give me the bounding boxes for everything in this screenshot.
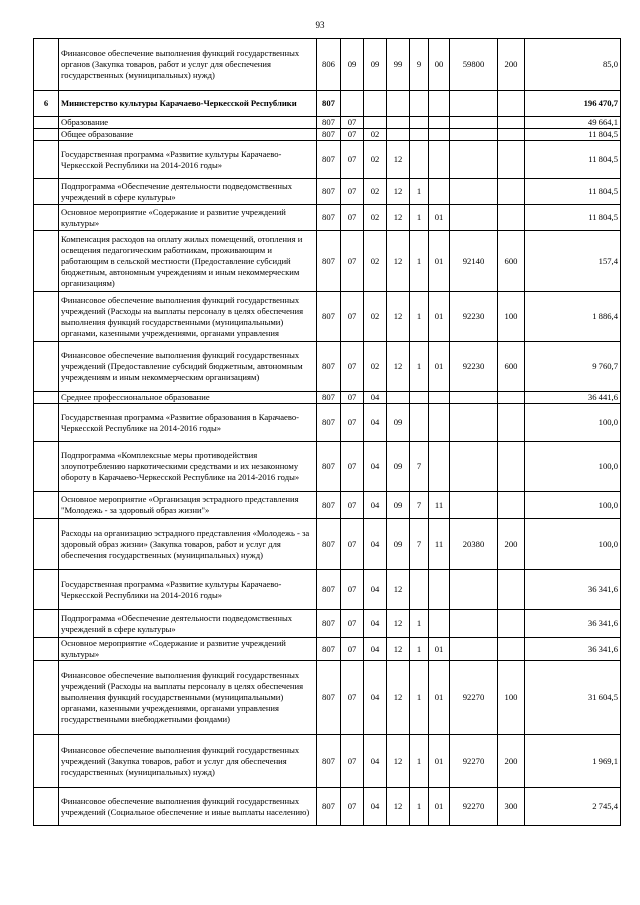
cell-num [34, 231, 59, 292]
cell-vr [498, 117, 525, 129]
cell-p1: 12 [387, 179, 410, 205]
cell-num [34, 117, 59, 129]
cell-vr: 200 [498, 519, 525, 570]
cell-p3: 01 [429, 292, 450, 342]
cell-pr: 04 [364, 661, 387, 735]
cell-vr [498, 638, 525, 661]
cell-name: Финансовое обеспечение выполнения функций государственных учреждений (Предоставление субсидий бюджетным, автономным учреждениям и иным некоммерческим организациям) [59, 342, 317, 392]
cell-sum: 11 804,5 [525, 141, 621, 179]
table-row [34, 141, 621, 179]
cell-sum: 85,0 [525, 39, 621, 91]
cell-name: Государственная программа «Развитие культуры Карачаево-Черкесской Республики на 2014-2016 годы» [59, 570, 317, 610]
cell-csr: 92270 [450, 661, 498, 735]
cell-adm: 807 [317, 638, 341, 661]
cell-rz [341, 91, 364, 117]
cell-name: Государственная программа «Развитие культуры Карачаево-Черкесской Республики на 2014-2016 годы» [59, 141, 317, 179]
cell-adm: 806 [317, 39, 341, 91]
cell-p1: 12 [387, 231, 410, 292]
cell-rz: 07 [341, 117, 364, 129]
cell-adm: 807 [317, 392, 341, 404]
cell-p3: 11 [429, 492, 450, 519]
cell-rz: 07 [341, 205, 364, 231]
cell-p3: 01 [429, 788, 450, 826]
cell-name: Основное мероприятие «Организация эстрадного представления "Молодежь - за здоровый образ жизни"» [59, 492, 317, 519]
cell-p1 [387, 91, 410, 117]
cell-adm: 807 [317, 788, 341, 826]
cell-name: Основное мероприятие «Содержание и развитие учреждений культуры» [59, 205, 317, 231]
cell-p2: 1 [410, 638, 429, 661]
cell-num [34, 39, 59, 91]
cell-adm: 807 [317, 492, 341, 519]
cell-p3 [429, 442, 450, 492]
cell-pr: 04 [364, 610, 387, 638]
cell-rz: 07 [341, 661, 364, 735]
cell-csr [450, 404, 498, 442]
cell-num [34, 638, 59, 661]
cell-pr: 02 [364, 231, 387, 292]
cell-rz: 07 [341, 342, 364, 392]
cell-p2: 1 [410, 342, 429, 392]
cell-num [34, 610, 59, 638]
cell-adm: 807 [317, 231, 341, 292]
table-row [34, 492, 621, 519]
cell-pr: 02 [364, 292, 387, 342]
table-row [34, 570, 621, 610]
cell-rz: 07 [341, 638, 364, 661]
cell-num [34, 519, 59, 570]
cell-rz: 09 [341, 39, 364, 91]
cell-vr: 200 [498, 735, 525, 788]
cell-name: Среднее профессиональное образование [59, 392, 317, 404]
table-row [34, 91, 621, 117]
cell-num [34, 661, 59, 735]
cell-csr: 92270 [450, 735, 498, 788]
cell-vr [498, 492, 525, 519]
table-row [34, 231, 621, 292]
cell-rz: 07 [341, 179, 364, 205]
cell-p3 [429, 404, 450, 442]
cell-name: Общее образование [59, 129, 317, 141]
cell-p2 [410, 404, 429, 442]
cell-vr [498, 404, 525, 442]
cell-sum: 36 341,6 [525, 610, 621, 638]
cell-adm: 807 [317, 570, 341, 610]
cell-pr: 04 [364, 404, 387, 442]
cell-num [34, 342, 59, 392]
cell-p1: 12 [387, 342, 410, 392]
cell-sum: 36 341,6 [525, 570, 621, 610]
cell-adm: 807 [317, 292, 341, 342]
cell-csr: 92140 [450, 231, 498, 292]
cell-p2 [410, 141, 429, 179]
cell-pr: 02 [364, 205, 387, 231]
cell-p3: 01 [429, 735, 450, 788]
cell-p1: 12 [387, 205, 410, 231]
cell-csr [450, 205, 498, 231]
cell-name: Финансовое обеспечение выполнения функций государственных учреждений (Закупка товаров, работ и услуг для обеспечения государственных (муниципальных) нужд) [59, 735, 317, 788]
cell-p2: 1 [410, 661, 429, 735]
cell-csr [450, 179, 498, 205]
cell-pr: 02 [364, 179, 387, 205]
cell-p3: 01 [429, 661, 450, 735]
cell-p3: 01 [429, 342, 450, 392]
cell-pr: 04 [364, 442, 387, 492]
cell-csr: 20380 [450, 519, 498, 570]
cell-name: Подпрограмма «Обеспечение деятельности подведомственных учреждений в сфере культуры» [59, 610, 317, 638]
cell-p3 [429, 392, 450, 404]
cell-p3: 01 [429, 638, 450, 661]
cell-vr [498, 141, 525, 179]
cell-pr: 04 [364, 570, 387, 610]
cell-pr: 04 [364, 735, 387, 788]
cell-pr: 02 [364, 141, 387, 179]
cell-rz: 07 [341, 788, 364, 826]
table-row [34, 342, 621, 392]
cell-p3: 01 [429, 205, 450, 231]
cell-csr [450, 117, 498, 129]
cell-p1 [387, 129, 410, 141]
cell-num [34, 735, 59, 788]
cell-adm: 807 [317, 342, 341, 392]
table-row [34, 519, 621, 570]
cell-p3 [429, 570, 450, 610]
cell-p2: 1 [410, 788, 429, 826]
page-number: 93 [315, 20, 325, 30]
cell-adm: 807 [317, 91, 341, 117]
cell-csr: 92270 [450, 788, 498, 826]
cell-sum: 100,0 [525, 404, 621, 442]
cell-adm: 807 [317, 610, 341, 638]
cell-p1: 12 [387, 735, 410, 788]
cell-vr: 600 [498, 342, 525, 392]
cell-adm: 807 [317, 205, 341, 231]
cell-num [34, 404, 59, 442]
cell-p3: 01 [429, 231, 450, 292]
cell-sum: 100,0 [525, 442, 621, 492]
cell-p2: 1 [410, 231, 429, 292]
table-row [34, 205, 621, 231]
cell-sum: 11 804,5 [525, 179, 621, 205]
cell-vr [498, 570, 525, 610]
table-row [34, 392, 621, 404]
cell-name: Государственная программа «Развитие образования в Карачаево-Черкесской Республике на 2014-2016 годы» [59, 404, 317, 442]
cell-num [34, 492, 59, 519]
cell-pr [364, 117, 387, 129]
cell-sum: 157,4 [525, 231, 621, 292]
cell-adm: 807 [317, 117, 341, 129]
cell-p1: 12 [387, 610, 410, 638]
cell-name: Подпрограмма «Обеспечение деятельности подведомственных учреждений в сфере культуры» [59, 179, 317, 205]
cell-sum: 196 470,7 [525, 91, 621, 117]
cell-csr [450, 91, 498, 117]
cell-name: Основное мероприятие «Содержание и развитие учреждений культуры» [59, 638, 317, 661]
cell-rz: 07 [341, 392, 364, 404]
cell-csr [450, 129, 498, 141]
cell-vr [498, 179, 525, 205]
cell-sum: 49 664,1 [525, 117, 621, 129]
cell-adm: 807 [317, 404, 341, 442]
cell-rz: 07 [341, 570, 364, 610]
cell-p2 [410, 117, 429, 129]
table-row [34, 638, 621, 661]
table-row [34, 39, 621, 91]
cell-vr [498, 205, 525, 231]
cell-p1: 12 [387, 570, 410, 610]
table-row [34, 129, 621, 141]
cell-p2 [410, 91, 429, 117]
table-row [34, 179, 621, 205]
cell-rz: 07 [341, 492, 364, 519]
cell-p2: 1 [410, 735, 429, 788]
cell-p1: 12 [387, 788, 410, 826]
cell-num [34, 442, 59, 492]
cell-name: Подпрограмма «Комплексные меры противодействия злоупотреблению наркотическими средствами и их незаконному обороту в Карачаево-Черкесской Республике на 2014-2016 годы» [59, 442, 317, 492]
cell-sum: 100,0 [525, 519, 621, 570]
cell-csr [450, 141, 498, 179]
cell-p2 [410, 570, 429, 610]
cell-csr: 59800 [450, 39, 498, 91]
cell-p3: 11 [429, 519, 450, 570]
cell-pr [364, 91, 387, 117]
cell-p2: 1 [410, 205, 429, 231]
cell-adm: 807 [317, 735, 341, 788]
cell-pr: 04 [364, 392, 387, 404]
cell-num [34, 179, 59, 205]
cell-adm: 807 [317, 129, 341, 141]
cell-adm: 807 [317, 179, 341, 205]
cell-p3 [429, 117, 450, 129]
cell-rz: 07 [341, 292, 364, 342]
cell-sum: 36 441,6 [525, 392, 621, 404]
cell-csr [450, 638, 498, 661]
table-row [34, 735, 621, 788]
cell-csr [450, 570, 498, 610]
table-row [34, 292, 621, 342]
cell-sum: 36 341,6 [525, 638, 621, 661]
cell-p3 [429, 141, 450, 179]
cell-p2: 1 [410, 179, 429, 205]
cell-p2: 7 [410, 519, 429, 570]
cell-p2: 7 [410, 442, 429, 492]
cell-adm: 807 [317, 661, 341, 735]
table-row [34, 661, 621, 735]
cell-sum: 9 760,7 [525, 342, 621, 392]
cell-vr [498, 610, 525, 638]
cell-p1: 09 [387, 519, 410, 570]
cell-sum: 1 886,4 [525, 292, 621, 342]
table-row [34, 404, 621, 442]
cell-vr [498, 129, 525, 141]
cell-pr: 04 [364, 519, 387, 570]
cell-num [34, 570, 59, 610]
table-row [34, 442, 621, 492]
cell-rz: 07 [341, 735, 364, 788]
cell-vr: 200 [498, 39, 525, 91]
cell-csr [450, 610, 498, 638]
cell-name: Образование [59, 117, 317, 129]
cell-sum: 11 804,5 [525, 205, 621, 231]
cell-csr: 92230 [450, 292, 498, 342]
cell-pr: 04 [364, 638, 387, 661]
cell-p3 [429, 129, 450, 141]
cell-num [34, 292, 59, 342]
cell-p2 [410, 129, 429, 141]
cell-sum: 2 745,4 [525, 788, 621, 826]
cell-p1: 09 [387, 492, 410, 519]
cell-p2 [410, 392, 429, 404]
cell-vr: 300 [498, 788, 525, 826]
cell-p3: 00 [429, 39, 450, 91]
cell-csr [450, 492, 498, 519]
cell-vr: 100 [498, 292, 525, 342]
cell-rz: 07 [341, 519, 364, 570]
table-row [34, 117, 621, 129]
budget-table [33, 38, 621, 826]
cell-vr [498, 442, 525, 492]
cell-name: Расходы на организацию эстрадного представления «Молодежь - за здоровый образ жизни» (Закупка товаров, работ и услуг для обеспечения государственных (муниципальных) нужд) [59, 519, 317, 570]
cell-p3 [429, 610, 450, 638]
cell-name: Компенсация расходов на оплату жилых помещений, отопления и освещения педагогическим работникам, проживающим и работающим в сельской местности (Предоставление субсидий бюджетным, автономным учреждениям и иным некоммерческим организациям) [59, 231, 317, 292]
cell-rz: 07 [341, 231, 364, 292]
cell-p1: 12 [387, 292, 410, 342]
cell-adm: 807 [317, 442, 341, 492]
cell-num: 6 [34, 91, 59, 117]
cell-vr: 100 [498, 661, 525, 735]
cell-adm: 807 [317, 519, 341, 570]
cell-p3 [429, 91, 450, 117]
cell-p2: 9 [410, 39, 429, 91]
cell-p2: 1 [410, 610, 429, 638]
cell-rz: 07 [341, 129, 364, 141]
cell-name: Министерство культуры Карачаево-Черкесской Республики [59, 91, 317, 117]
cell-p3 [429, 179, 450, 205]
cell-pr: 04 [364, 492, 387, 519]
cell-p2: 1 [410, 292, 429, 342]
cell-sum: 1 969,1 [525, 735, 621, 788]
cell-pr: 02 [364, 342, 387, 392]
table-row [34, 788, 621, 826]
cell-csr [450, 442, 498, 492]
cell-csr: 92230 [450, 342, 498, 392]
cell-sum: 31 604,5 [525, 661, 621, 735]
cell-name: Финансовое обеспечение выполнения функций государственных учреждений (Социальное обеспечение и иные выплаты населению) [59, 788, 317, 826]
cell-vr [498, 91, 525, 117]
cell-num [34, 788, 59, 826]
cell-num [34, 141, 59, 179]
cell-p1: 12 [387, 141, 410, 179]
cell-pr: 09 [364, 39, 387, 91]
cell-csr [450, 392, 498, 404]
cell-rz: 07 [341, 141, 364, 179]
cell-sum: 100,0 [525, 492, 621, 519]
cell-pr: 02 [364, 129, 387, 141]
cell-p1 [387, 117, 410, 129]
cell-name: Финансовое обеспечение выполнения функций государственных учреждений (Расходы на выплаты персоналу в целях обеспечения выполнения функций государственными (муниципальными) органами, казенными учреждениями, органами управления [59, 292, 317, 342]
cell-rz: 07 [341, 442, 364, 492]
cell-num [34, 129, 59, 141]
cell-vr [498, 392, 525, 404]
cell-adm: 807 [317, 141, 341, 179]
cell-p1: 12 [387, 661, 410, 735]
cell-sum: 11 804,5 [525, 129, 621, 141]
cell-rz: 07 [341, 610, 364, 638]
cell-name: Финансовое обеспечение выполнения функций государственных учреждений (Расходы на выплаты персоналу в целях обеспечения выполнения функций государственными (муниципальными) органами, казенными учреждениями, органами управления государственными внебюджетными фондами) [59, 661, 317, 735]
cell-rz: 07 [341, 404, 364, 442]
cell-p1: 99 [387, 39, 410, 91]
cell-p1: 12 [387, 638, 410, 661]
table-row [34, 610, 621, 638]
cell-name: Финансовое обеспечение выполнения функций государственных органов (Закупка товаров, работ и услуг для обеспечения государственных (муниципальных) нужд) [59, 39, 317, 91]
cell-p1: 09 [387, 404, 410, 442]
cell-vr: 600 [498, 231, 525, 292]
cell-num [34, 392, 59, 404]
cell-p1 [387, 392, 410, 404]
table-body [34, 39, 621, 826]
cell-p2: 7 [410, 492, 429, 519]
cell-pr: 04 [364, 788, 387, 826]
cell-num [34, 205, 59, 231]
cell-p1: 09 [387, 442, 410, 492]
